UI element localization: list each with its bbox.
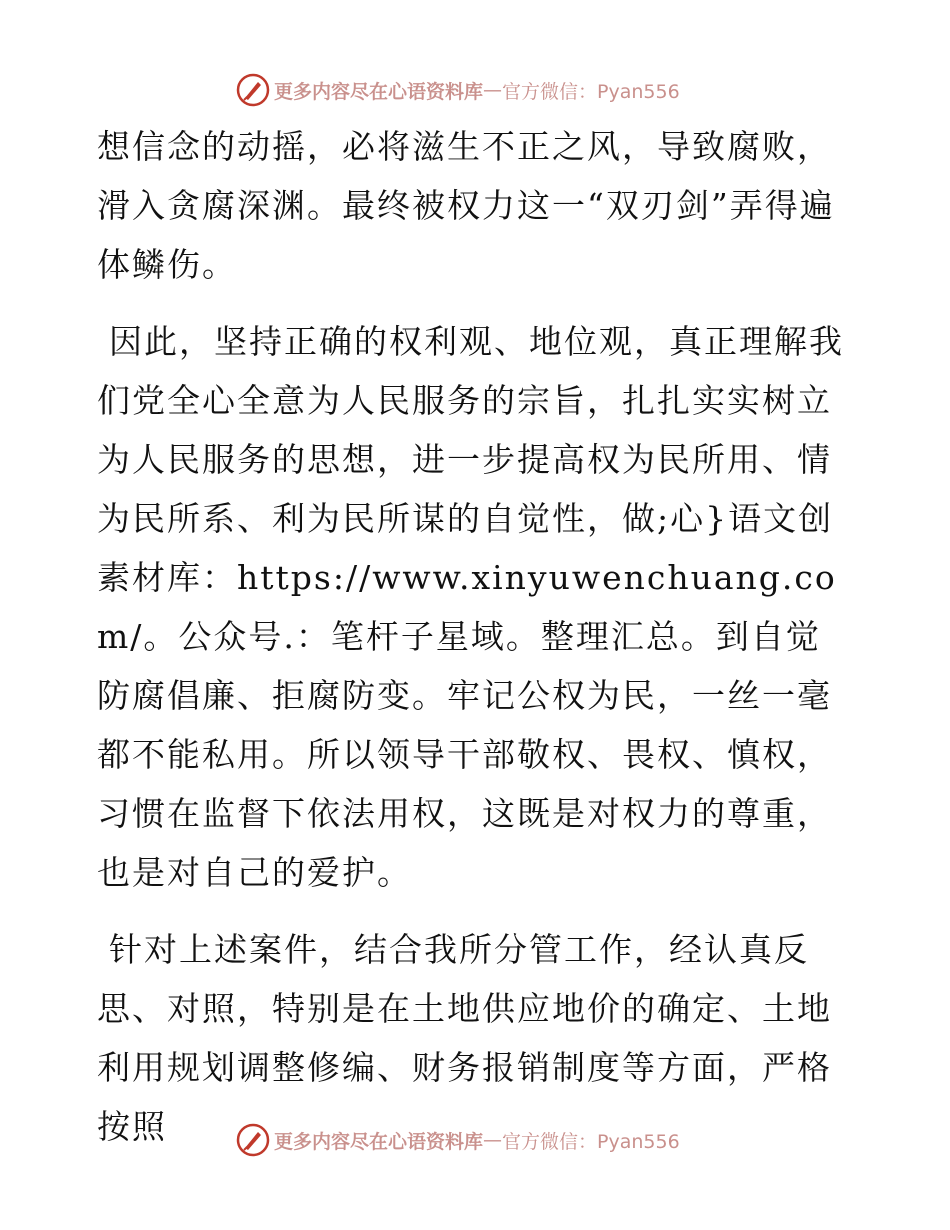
document-body bbox=[97, 117, 852, 1174]
quill-pen-icon bbox=[236, 1123, 270, 1157]
paragraph-2: 因此，坚持正确的权利观、地位观，真正理解我们党全心全意为人民服务的宗旨，扎扎实实树立为人民服务的思想，进一步提高权为民所用、情为民所系、利为民所谋的自觉性，做;心}语文创素材库：https://www.xinyuwenchuang.com/。公众号.：笔杆子星域。整理汇总。到自觉防腐倡廉、拒腐防变。牢记公权为民，一丝一毫都不能私用。所以领导干部敬权、畏权、慎权，习惯在监督下依法用权，这既是对权力的尊重，也是对自己的爱护。 bbox=[97, 322, 844, 892]
banner-brand-text: 更多内容尽在心语资料库 bbox=[274, 1130, 484, 1153]
banner-wechat-text: 官方微信：Pyan556 bbox=[502, 1130, 680, 1153]
banner-brand-text: 更多内容尽在心语资料库 bbox=[274, 80, 484, 103]
banner-dash: — bbox=[483, 79, 503, 101]
header-banner bbox=[236, 72, 680, 108]
banner-dash: — bbox=[483, 1129, 503, 1151]
footer-banner bbox=[236, 1122, 680, 1158]
quill-pen-icon bbox=[236, 73, 270, 107]
paragraph-1: 想信念的动摇，必将滋生不正之风，导致腐败，滑入贪腐深渊。最终被权力这一“双刃剑”弄得遍体鳞伤。 bbox=[97, 127, 835, 284]
banner-wechat-text: 官方微信：Pyan556 bbox=[502, 80, 680, 103]
paragraph-3: 针对上述案件，结合我所分管工作，经认真反思、对照，特别是在土地供应地价的确定、土地利用规划调整修编、财务报销制度等方面，严格按照 bbox=[97, 930, 832, 1146]
